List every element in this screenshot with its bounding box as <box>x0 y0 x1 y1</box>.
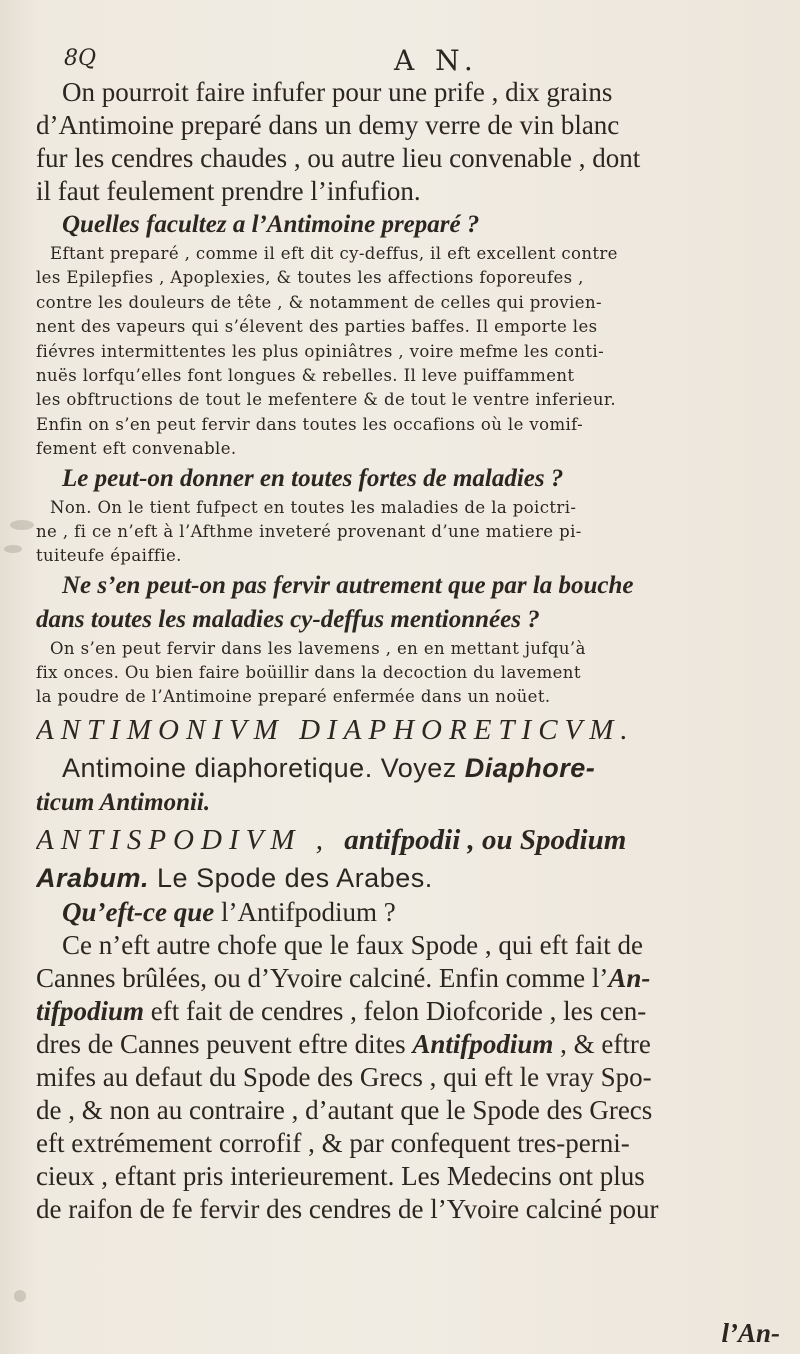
text-line <box>36 1028 778 1061</box>
text-run: fur les cendres chaudes , ou autre lieu convenable , dont <box>36 143 641 173</box>
text-line <box>36 1094 778 1127</box>
text-line <box>36 242 778 266</box>
text-run: Antimoine diaphoretique. Voyez <box>62 752 465 783</box>
text-line <box>36 175 778 208</box>
text-line <box>36 569 778 603</box>
text-line <box>36 520 778 544</box>
paper-stain <box>10 520 34 530</box>
text-run: dans toutes les maladies cy-deffus mentionnées ? <box>36 605 540 633</box>
text-line <box>36 315 778 339</box>
text-run: mifes au defaut du Spode des Grecs , qui eft le vray Spo- <box>36 1061 652 1092</box>
text-run: fix onces. Ou bien faire boüillir dans la decoction du lavement <box>36 663 581 683</box>
text-line <box>36 820 778 860</box>
text-line <box>36 637 778 661</box>
text-line <box>36 860 778 896</box>
text-line <box>36 437 778 461</box>
paper-stain <box>4 545 22 553</box>
text-line <box>36 1193 778 1226</box>
text-line <box>36 291 778 315</box>
text-run: nent des vapeurs qui s’élevent des parties baffes. Il emporte les <box>36 317 598 337</box>
text-line <box>36 1160 778 1193</box>
text-run: On pourroit faire infufer pour une prife , dix grains <box>62 77 613 107</box>
text-run: ticum Antimonii. <box>36 788 211 816</box>
text-run: tuiteufe épaiffie. <box>36 546 182 566</box>
text-line <box>36 544 778 568</box>
text-line <box>36 685 778 709</box>
text-line <box>36 142 778 175</box>
text-run: Eftant preparé , comme il eft dit cy-deffus, il eft excellent contre <box>50 244 618 263</box>
text-run: Cannes brûlées, ou d’Yvoire calciné. Enfin comme l’ <box>36 962 609 993</box>
page-body <box>36 76 778 1226</box>
text-line <box>36 929 778 962</box>
text-line <box>36 661 778 685</box>
text-run: la poudre de l’Antimoine preparé enfermée dans un noüet. <box>36 687 551 707</box>
text-run: Le Spode des Arabes. <box>149 862 433 893</box>
text-run: Ce n’eft autre chofe que le faux Spode , qui eft fait de <box>62 929 644 960</box>
text-run: contre les douleurs de tête , & notamment de celles qui provien- <box>36 292 602 312</box>
text-run: l’Antifpodium ? <box>214 896 396 927</box>
text-line <box>36 896 778 929</box>
text-line <box>36 995 778 1028</box>
text-line <box>36 603 778 637</box>
text-run: eft fait de cendres , felon Diofcoride , les cen- <box>144 995 647 1026</box>
text-run: Le peut-on donner en toutes fortes de maladies ? <box>62 464 564 492</box>
text-line <box>36 364 778 388</box>
text-line <box>36 388 778 412</box>
text-line <box>36 413 778 437</box>
text-line <box>36 786 778 820</box>
text-run: Antifpodium <box>412 1028 554 1059</box>
text-run: fiévres intermittentes les plus opiniâtres , voire mefme les conti- <box>36 341 605 361</box>
text-run: les obftructions de tout le mefentere & de tout le ventre inferieur. <box>36 390 616 410</box>
text-run: On s’en peut fervir dans les lavemens , en en mettant jufqu’à <box>50 638 586 658</box>
text-line <box>36 710 778 750</box>
text-run: cieux , eftant pris interieurement. Les Medecins ont plus <box>36 1160 645 1191</box>
text-line <box>36 462 778 496</box>
text-run: Quelles facultez a l’Antimoine preparé ? <box>62 211 480 238</box>
text-line <box>36 266 778 290</box>
text-run: dres de Cannes peuvent eftre dites <box>36 1028 413 1059</box>
text-run: ANTIMONIVM DIAPHORETICVM. <box>36 713 635 746</box>
text-run: fement eft convenable. <box>36 439 237 459</box>
text-run: ne , fi ce n’eft à l’Afthme inveteré provenant d’une matiere pi- <box>36 521 582 541</box>
text-run: nuës lorfqu’elles font longues & rebelles. Il leve puiffamment <box>36 365 575 385</box>
text-line <box>36 1127 778 1160</box>
text-run: tifpodium <box>36 995 145 1026</box>
text-run: , & eftre <box>553 1028 651 1059</box>
paper-stain <box>14 1290 26 1302</box>
text-line <box>36 962 778 995</box>
catchword-text: l’An- <box>721 1318 780 1348</box>
text-run: An- <box>608 962 651 993</box>
text-line <box>36 340 778 364</box>
text-line <box>36 1061 778 1094</box>
page-number: 8Q <box>64 46 97 71</box>
text-run: il faut feulement prendre l’infufion. <box>36 176 421 206</box>
text-run: ANTISPODIVM , <box>36 823 345 856</box>
text-run: Non. On le tient fufpect en toutes les maladies de la poictri- <box>50 497 577 517</box>
text-run: de , & non au contraire , d’autant que le Spode des Grecs <box>36 1094 653 1125</box>
text-run: les Epilepfies , Apoplexies, & toutes les affections foporeufes , <box>36 268 584 288</box>
text-line <box>36 750 778 786</box>
text-line <box>36 76 778 109</box>
text-run: Ne s’en peut-on pas fervir autrement que par la bouche <box>62 571 634 599</box>
text-run: antifpodii , ou Spodium <box>344 823 627 856</box>
page-header <box>64 44 760 78</box>
text-run: Qu’eft-ce que <box>62 896 215 927</box>
running-head: A N. <box>394 44 479 77</box>
text-run: de raifon de fe fervir des cendres de l’Yvoire calciné pour <box>36 1193 659 1224</box>
text-run: eft extrémement corrofif , & par confequent tres-perni- <box>36 1127 630 1158</box>
text-run: d’Antimoine preparé dans un demy verre de vin blanc <box>36 110 620 140</box>
text-line <box>36 208 778 242</box>
text-run: Arabum. <box>36 862 150 893</box>
text-run: Enfin on s’en peut fervir dans toutes les occafions où le vomif- <box>36 414 584 434</box>
text-run: Diaphore- <box>464 752 596 783</box>
text-line <box>36 496 778 520</box>
text-line <box>36 109 778 142</box>
